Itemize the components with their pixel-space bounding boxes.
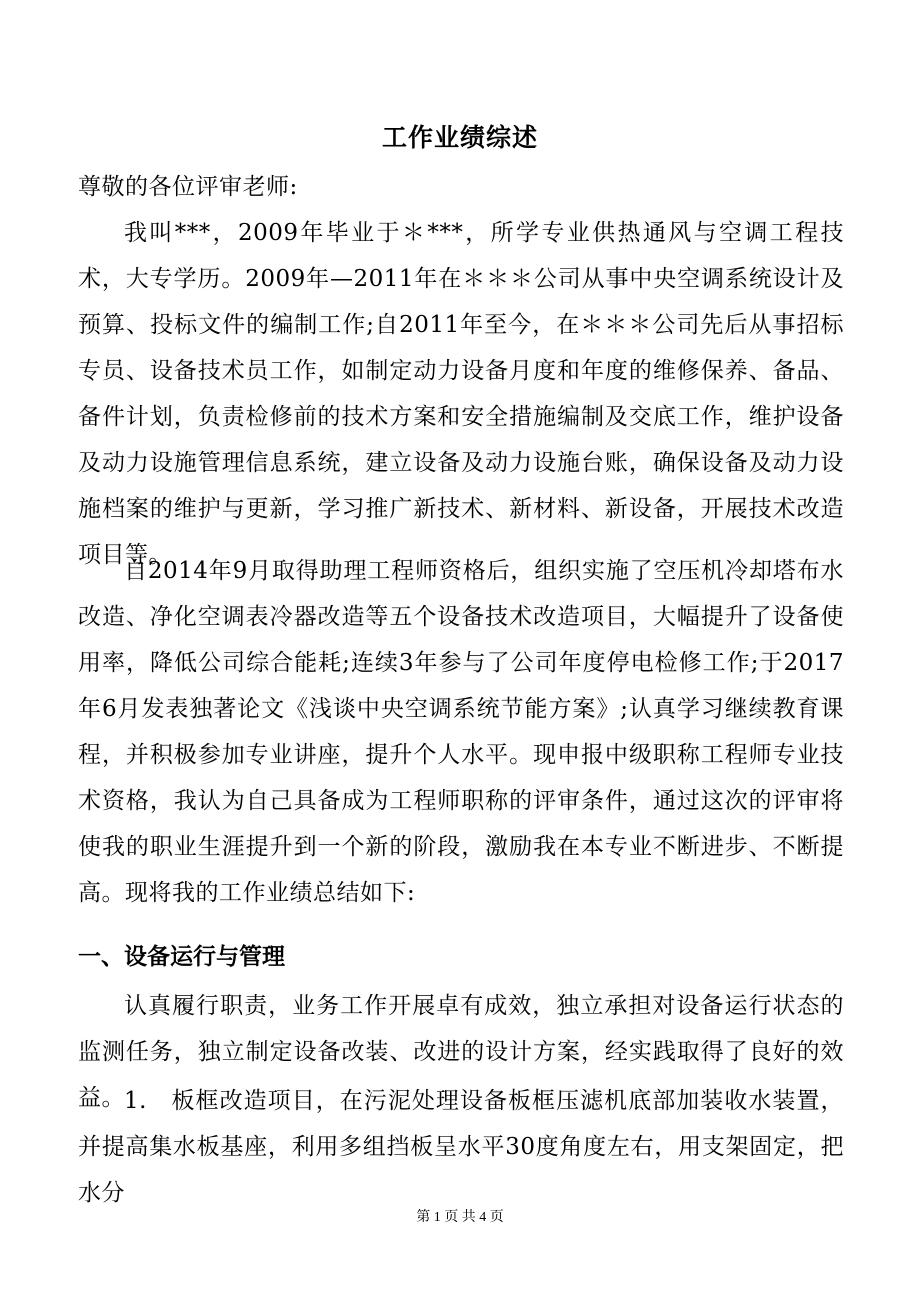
section-paragraph: 认真履行职责，业务工作开展卓有成效，独立承担对设备运行状态的监测任务，独立制定设备改装、改进的设计方案，经实践取得了良好的效益。 [78, 993, 844, 1111]
paragraph-intro: 我叫***，2009年毕业于＊***，所学专业供热通风与空调工程技术，大专学历。2009年—2011年在＊＊＊公司从事中央空调系统设计及预算、投标文件的编制工作;自2011年至今，在＊＊＊公司先后从事招标专员、设备技术员工作，如制定动力设备月度和年度的维修保养、备品、备件计划，负责检修前的技术方案和安全措施编制及交底工作，维护设备及动力设施管理信息系统，建立设备及动力设施台账，确保设备及动力设施档案的维护与更新，学习推广新技术、新材料、新设备，开展技术改造项目等。 [78, 220, 844, 568]
section-heading: 一、设备运行与管理 [78, 944, 285, 970]
page-footer: 第 1 页 共 4 页 [416, 1210, 504, 1225]
list-item: 1. 板框改造项目，在污泥处理设备板框压滤机底部加装收水装置，并提高集水板基座，利用多组挡板呈水平30度角度左右，用支架固定，把水分 [78, 1088, 844, 1206]
paragraph-qualification: 自2014年9月取得助理工程师资格后，组织实施了空压机冷却塔布水改造、净化空调表冷器改造等五个设备技术改造项目，大幅提升了设备使用率，降低公司综合能耗;连续3年参与了公司年度停电检修工作;于2017年6月发表独著论文《浅谈中央空调系统节能方案》;认真学习继续教育课程，并积极参加专业讲座，提升个人水平。现申报中级职称工程师专业技术资格，我认为自己具备成为工程师职称的评审条件，通过这次的评审将使我的职业生涯提升到一个新的阶段，激励我在本专业不断进步、不断提高。现将我的工作业绩总结如下: [78, 558, 844, 906]
salutation: 尊敬的各位评审老师: [78, 174, 298, 200]
document-title: 工作业绩综述 [381, 123, 538, 152]
